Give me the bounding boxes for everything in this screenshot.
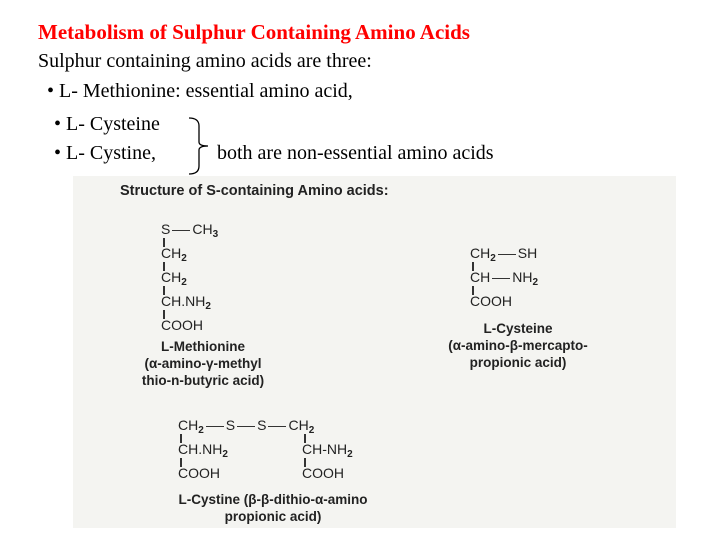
brace-note: both are non-essential amino acids	[217, 142, 494, 164]
cystine-disulfide-row: $CH_2$ S S $CH_2$	[178, 417, 315, 436]
cysteine-cooh: COOH	[470, 293, 512, 309]
methionine-ch2-2: $CH_2$	[161, 269, 187, 288]
cystine-cooh-right: COOH	[302, 465, 344, 481]
cysteine-ch-nh2: CH $NH_2$	[470, 269, 539, 288]
bullet-cysteine: • L- Cysteine	[54, 113, 160, 135]
cysteine-ch2-sh: $CH_2$ SH	[470, 245, 538, 264]
methionine-ch-nh2: $CH.NH_2$	[161, 293, 211, 312]
methionine-cooh: COOH	[161, 317, 203, 333]
cysteine-caption: L-Cysteine (α-amino-β-mercapto- propionic acid)	[448, 321, 588, 370]
cystine-ch-nh2-right: $CH-NH_2$	[302, 441, 353, 460]
intro-text: Sulphur containing amino acids are three:	[38, 50, 372, 72]
curly-brace-icon	[186, 116, 210, 176]
slide-title: Metabolism of Sulphur Containing Amino Acids	[38, 20, 470, 44]
methionine-caption: L-Methionine (α-amino-γ-methyl thio-n-butyric acid)	[141, 339, 265, 388]
methionine-ch2-1: $CH_2$	[161, 245, 187, 264]
structure-figure	[73, 176, 676, 528]
methionine-s-ch3: S $CH_3$	[161, 221, 219, 240]
figure-title: Structure of S-containing Amino acids:	[120, 183, 389, 199]
cystine-cooh-left: COOH	[178, 465, 220, 481]
cystine-ch-nh2-left: $CH.NH_2$	[178, 441, 228, 460]
bullet-methionine: • L- Methionine: essential amino acid,	[47, 80, 353, 102]
cystine-caption: L-Cystine (β-β-dithio-α-amino propionic acid)	[178, 492, 368, 524]
bullet-cystine: • L- Cystine,	[54, 142, 156, 164]
